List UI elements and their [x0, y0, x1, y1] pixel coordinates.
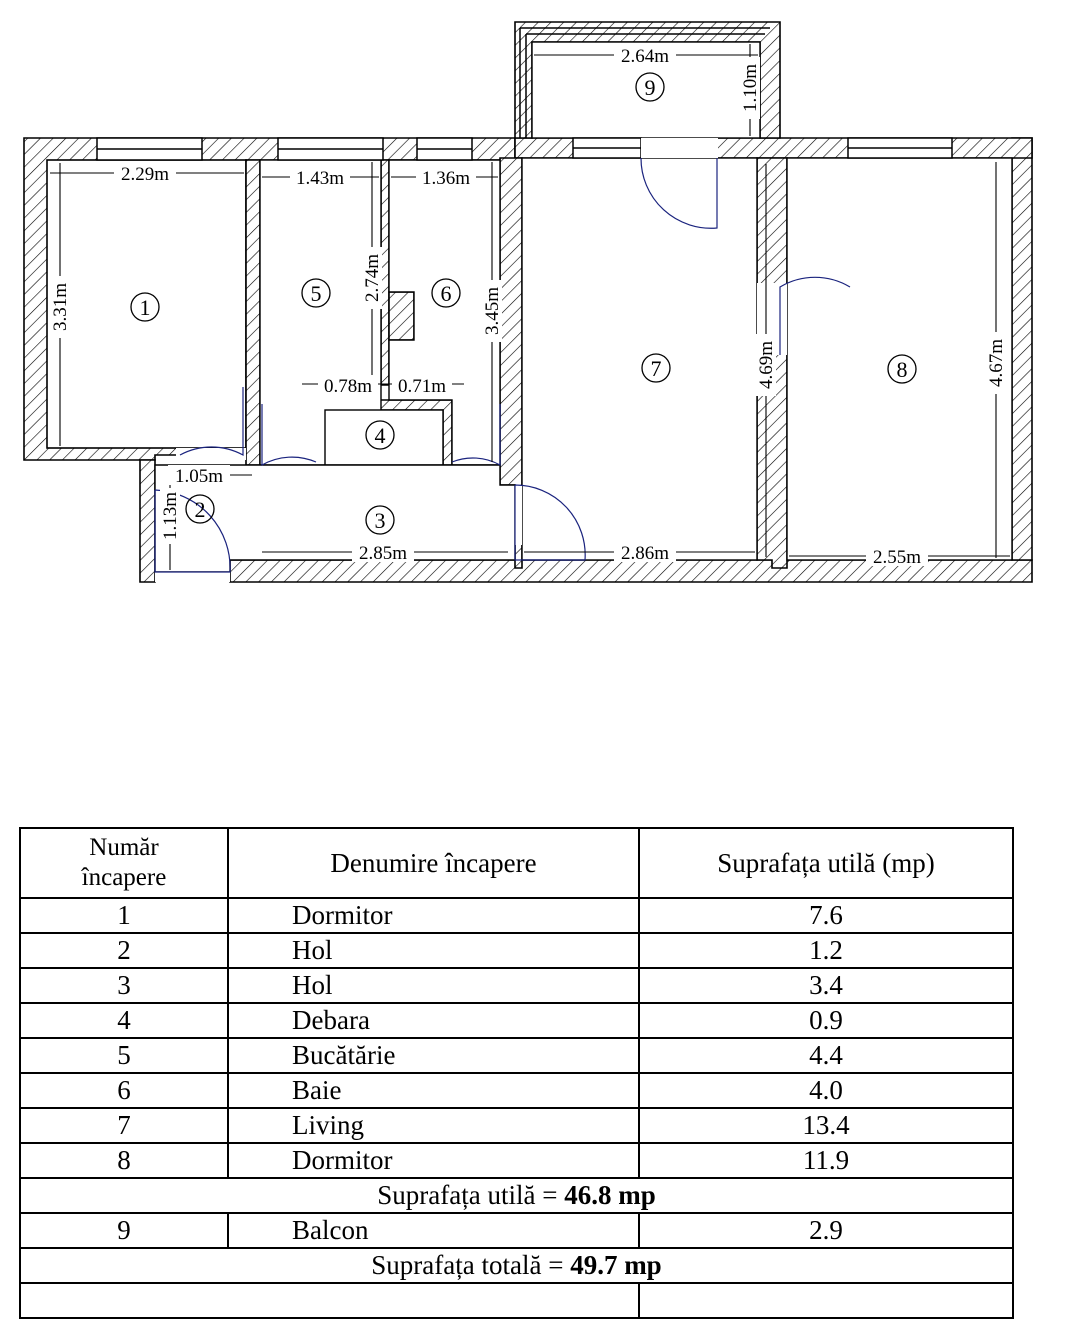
table-row-partial: [20, 1283, 1013, 1318]
svg-text:8: 8: [896, 357, 908, 382]
table-row: [20, 1108, 1013, 1143]
cell-number: 1: [20, 898, 228, 933]
useful-area-row: [20, 1178, 1013, 1213]
room-marker-4: [366, 421, 394, 449]
room-marker-1: [131, 293, 159, 321]
svg-text:4: 4: [374, 423, 386, 448]
cell-number: 5: [20, 1038, 228, 1073]
cell-area: 11.9: [639, 1143, 1013, 1178]
table-row: [20, 1073, 1013, 1108]
svg-text:2: 2: [194, 497, 206, 522]
cell-area: 13.4: [639, 1108, 1013, 1143]
room-area-table: [19, 827, 1014, 1319]
room-marker-7: [642, 354, 670, 382]
cell-area: 2.9: [639, 1213, 1013, 1248]
cell-area: 0.9: [639, 1003, 1013, 1038]
cell-number: 9: [20, 1213, 228, 1248]
svg-text:6: 6: [440, 281, 452, 306]
cell-number: 6: [20, 1073, 228, 1108]
cell-name: Hol: [228, 933, 639, 968]
room-marker-5: [302, 279, 330, 307]
cell-number: 7: [20, 1108, 228, 1143]
total-area-row: [20, 1248, 1013, 1283]
cell-area: 3.4: [639, 968, 1013, 1003]
dim-r1-width: 2.29m: [120, 164, 170, 185]
dim-r5-width: 1.43m: [295, 168, 345, 189]
room-marker-8: [888, 355, 916, 383]
cell-area: 1.2: [639, 933, 1013, 968]
svg-text:3: 3: [374, 508, 386, 533]
dim-r6-height: 3.45m: [482, 286, 503, 336]
table-header-row: [20, 828, 1013, 898]
total-area-cell: [20, 1248, 1013, 1283]
cell-number: 4: [20, 1003, 228, 1038]
table-row: [20, 1143, 1013, 1178]
cell-number: 3: [20, 968, 228, 1003]
header-room-number-line1: Număr: [89, 834, 159, 861]
cell-area: 7.6: [639, 898, 1013, 933]
total-area-value: 49.7 mp: [570, 1250, 662, 1281]
header-room-number: [20, 828, 228, 898]
dim-r2-width: 1.05m: [174, 466, 224, 487]
dim-r8-width: 2.55m: [872, 547, 922, 568]
svg-text:5: 5: [310, 281, 322, 306]
wall-r6-shaft: [389, 292, 414, 340]
dim-r9-width: 2.64m: [620, 46, 670, 67]
dim-r2-height: 1.13m: [160, 491, 181, 541]
cell-name: Dormitor: [228, 898, 639, 933]
wall-hall2-left: [140, 460, 155, 582]
svg-text:7: 7: [650, 356, 662, 381]
useful-area-value: 46.8 mp: [564, 1180, 656, 1211]
dim-r6-width: 1.36m: [421, 168, 471, 189]
table-row: [20, 898, 1013, 933]
cell-name: Bucătărie: [228, 1038, 639, 1073]
svg-text:9: 9: [644, 75, 656, 100]
cell-area: 4.0: [639, 1073, 1013, 1108]
wall-right: [1012, 138, 1032, 560]
cell-name: Living: [228, 1108, 639, 1143]
wall-r1-r5: [246, 160, 260, 465]
svg-text:1: 1: [139, 295, 151, 320]
cell-empty: [20, 1283, 639, 1318]
dim-r9-height: 1.10m: [740, 63, 761, 113]
useful-area-label: Suprafața utilă =: [377, 1180, 565, 1211]
useful-area-cell: [20, 1178, 1013, 1213]
cell-number: 2: [20, 933, 228, 968]
header-room-name: Denumire încapere: [228, 828, 639, 898]
dim-r1-height: 3.31m: [50, 282, 71, 332]
room-floors: [155, 42, 1012, 572]
table-row: [20, 933, 1013, 968]
cell-name: Baie: [228, 1073, 639, 1108]
header-room-number-line2: încapere: [81, 864, 167, 891]
cell-empty: [639, 1283, 1013, 1318]
dim-r8-height: 4.67m: [986, 338, 1007, 388]
cell-area: 4.4: [639, 1038, 1013, 1073]
cell-name: Debara: [228, 1003, 639, 1038]
table-row: [20, 968, 1013, 1003]
room-marker-6: [432, 279, 460, 307]
table-row: [20, 1003, 1013, 1038]
dim-r4-right: 0.71m: [397, 376, 447, 397]
cell-name: Hol: [228, 968, 639, 1003]
cell-name: Dormitor: [228, 1143, 639, 1178]
dim-r7-height: 4.69m: [756, 340, 777, 390]
cell-number: 8: [20, 1143, 228, 1178]
cell-name: Balcon: [228, 1213, 639, 1248]
header-room-area: Suprafața utilă (mp): [639, 828, 1013, 898]
dim-r3-width: 2.85m: [358, 543, 408, 564]
room-marker-9: [636, 73, 664, 101]
dim-r4-left: 0.78m: [323, 376, 373, 397]
dim-r56-height: 2.74m: [362, 253, 383, 303]
total-area-label: Suprafața totală =: [371, 1250, 571, 1281]
room-marker-3: [366, 506, 394, 534]
dim-r7-width: 2.86m: [620, 543, 670, 564]
table-row: [20, 1213, 1013, 1248]
table-row: [20, 1038, 1013, 1073]
